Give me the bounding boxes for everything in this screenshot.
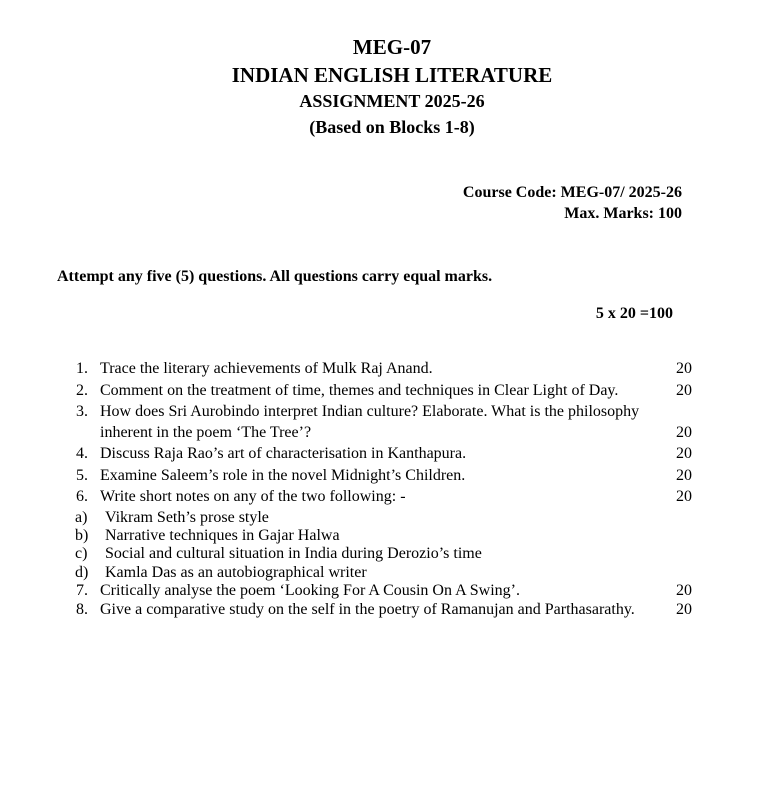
question-4-marks: 20 [676, 445, 692, 462]
course-code-line: Course Code: MEG-07/ 2025-26 [462, 184, 682, 201]
question-number: 7. [76, 582, 88, 599]
question-text: Write short notes on any of the two following: - [100, 488, 406, 505]
question-text: Comment on the treatment of time, themes and techniques in Clear Light of Day. [100, 382, 619, 399]
sub-item-text: Narrative techniques in Gajar Halwa [105, 527, 340, 544]
question-text-continued: inherent in the poem ‘The Tree’? [100, 424, 312, 441]
question-number: 4. [76, 445, 88, 462]
question-text: Critically analyse the poem ‘Looking For A Cousin On A Swing’. [100, 582, 520, 599]
question-3-marks: 20 [676, 424, 692, 441]
question-text: How does Sri Aurobindo interpret Indian culture? Elaborate. What is the philosophy [100, 403, 640, 420]
total-marks: 5 x 20 =100 [595, 305, 673, 322]
sub-item-letter: c) [75, 545, 88, 562]
question-number: 3. [76, 403, 88, 420]
blocks-subheading: (Based on Blocks 1-8) [309, 117, 475, 137]
sub-item-letter: d) [75, 564, 89, 581]
question-7-marks: 20 [676, 582, 692, 599]
course-title-heading: INDIAN ENGLISH LITERATURE [231, 63, 553, 87]
question-text: Trace the literary achievements of Mulk Raj Anand. [100, 360, 433, 377]
question-5-marks: 20 [676, 467, 692, 484]
sub-item-text: Kamla Das as an autobiographical writer [105, 564, 367, 581]
sub-item-letter: b) [75, 527, 89, 544]
question-8-marks: 20 [676, 601, 692, 618]
question-1-marks: 20 [676, 360, 692, 377]
question-2-marks: 20 [676, 382, 692, 399]
question-text: Discuss Raja Rao’s art of characterisation in Kanthapura. [100, 445, 467, 462]
max-marks-line: Max. Marks: 100 [564, 205, 682, 222]
question-number: 5. [76, 467, 88, 484]
question-number: 2. [76, 382, 88, 399]
question-number: 6. [76, 488, 88, 505]
sub-item-text: Vikram Seth’s prose style [105, 509, 269, 526]
instruction-text: Attempt any five (5) questions. All questions carry equal marks. [57, 268, 493, 285]
sub-item-text: Social and cultural situation in India during Derozio’s time [105, 545, 482, 562]
assignment-heading: ASSIGNMENT 2025-26 [299, 91, 485, 111]
question-number: 8. [76, 601, 88, 618]
question-number: 1. [76, 360, 88, 377]
question-text: Give a comparative study on the self in the poetry of Ramanujan and Parthasarathy. [100, 601, 635, 618]
question-6-marks: 20 [676, 488, 692, 505]
question-text: Examine Saleem’s role in the novel Midnight’s Children. [100, 467, 466, 484]
sub-item-letter: a) [75, 509, 88, 526]
course-code-heading: MEG-07 [352, 35, 432, 59]
